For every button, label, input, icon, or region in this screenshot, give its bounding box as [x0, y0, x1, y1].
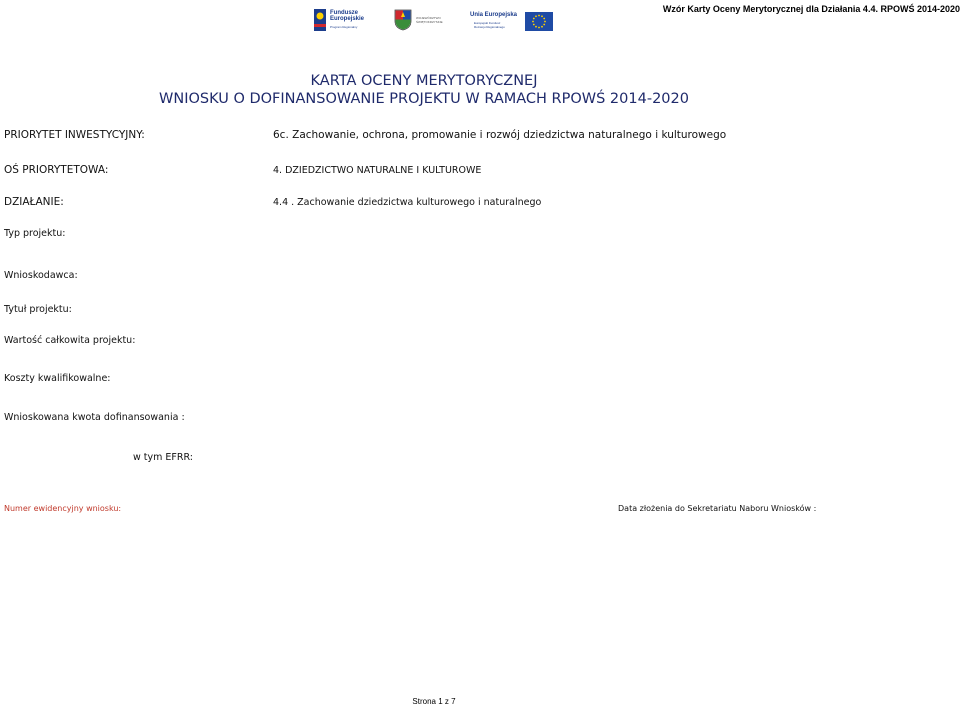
axis-label: OŚ PRIORYTETOWA:	[4, 164, 109, 176]
registration-number-label: Numer ewidencyjny wniosku:	[4, 504, 122, 513]
title-line-1: KARTA OCENY MERYTORYCZNEJ	[310, 73, 538, 89]
action-value: 4.4 . Zachowanie dziedzictwa kulturowego i naturalnego	[273, 197, 542, 208]
unia-europejska-logo	[470, 10, 554, 34]
eu-subtitle-line2: Rozwoju Regionalnego	[474, 25, 505, 29]
priority-value: 6c. Zachowanie, ochrona, promowanie i rozwój dziedzictwa naturalnego i kulturowego	[273, 129, 727, 141]
fundusze-europejskie-logo	[312, 8, 374, 34]
eu-subtitle-line1: Europejski Fundusz	[474, 21, 501, 25]
axis-value: 4. DZIEDZICTWO NATURALNE I KULTUROWE	[273, 165, 482, 176]
project-type-label: Typ projektu:	[4, 228, 66, 239]
region-crest-icon	[394, 9, 412, 31]
fundusze-europejskie-mark-icon	[314, 9, 326, 31]
page-number: Strona 1 z 7	[412, 697, 456, 706]
swietokrzyskie-logo	[394, 9, 454, 33]
region-text-line1: WOJEWÓDZTWO	[416, 16, 441, 20]
title-line-2: WNIOSKU O DOFINANSOWANIE PROJEKTU W RAMACH RPOWŚ 2014-2020	[159, 91, 689, 107]
eu-flag-icon	[525, 12, 553, 31]
total-value-label: Wartość całkowita projektu:	[4, 335, 136, 346]
region-text-line2: ŚWIĘTOKRZYSKIE	[416, 20, 443, 24]
action-label: DZIAŁANIE:	[4, 196, 64, 208]
efrr-label: w tym EFRR:	[133, 452, 193, 463]
document-reference: Wzór Karty Oceny Merytorycznej dla Działania 4.4. RPOWŚ 2014-2020	[662, 4, 960, 14]
priority-label: PRIORYTET INWESTYCYJNY:	[4, 129, 145, 141]
fe-subtitle: Program Regionalny	[330, 25, 358, 29]
applicant-label: Wnioskodawca:	[4, 270, 78, 281]
eu-title: Unia Europejska	[470, 12, 518, 18]
fe-title-line1: Fundusze	[330, 10, 358, 16]
requested-amount-label: Wnioskowana kwota dofinansowania :	[4, 412, 185, 423]
fe-title-line2: Europejskie	[330, 16, 365, 22]
submission-date-label: Data złożenia do Sekretariatu Naboru Wniosków :	[618, 504, 817, 513]
eligible-costs-label: Koszty kwalifikowalne:	[4, 373, 111, 384]
project-title-label: Tytuł projektu:	[4, 304, 72, 315]
